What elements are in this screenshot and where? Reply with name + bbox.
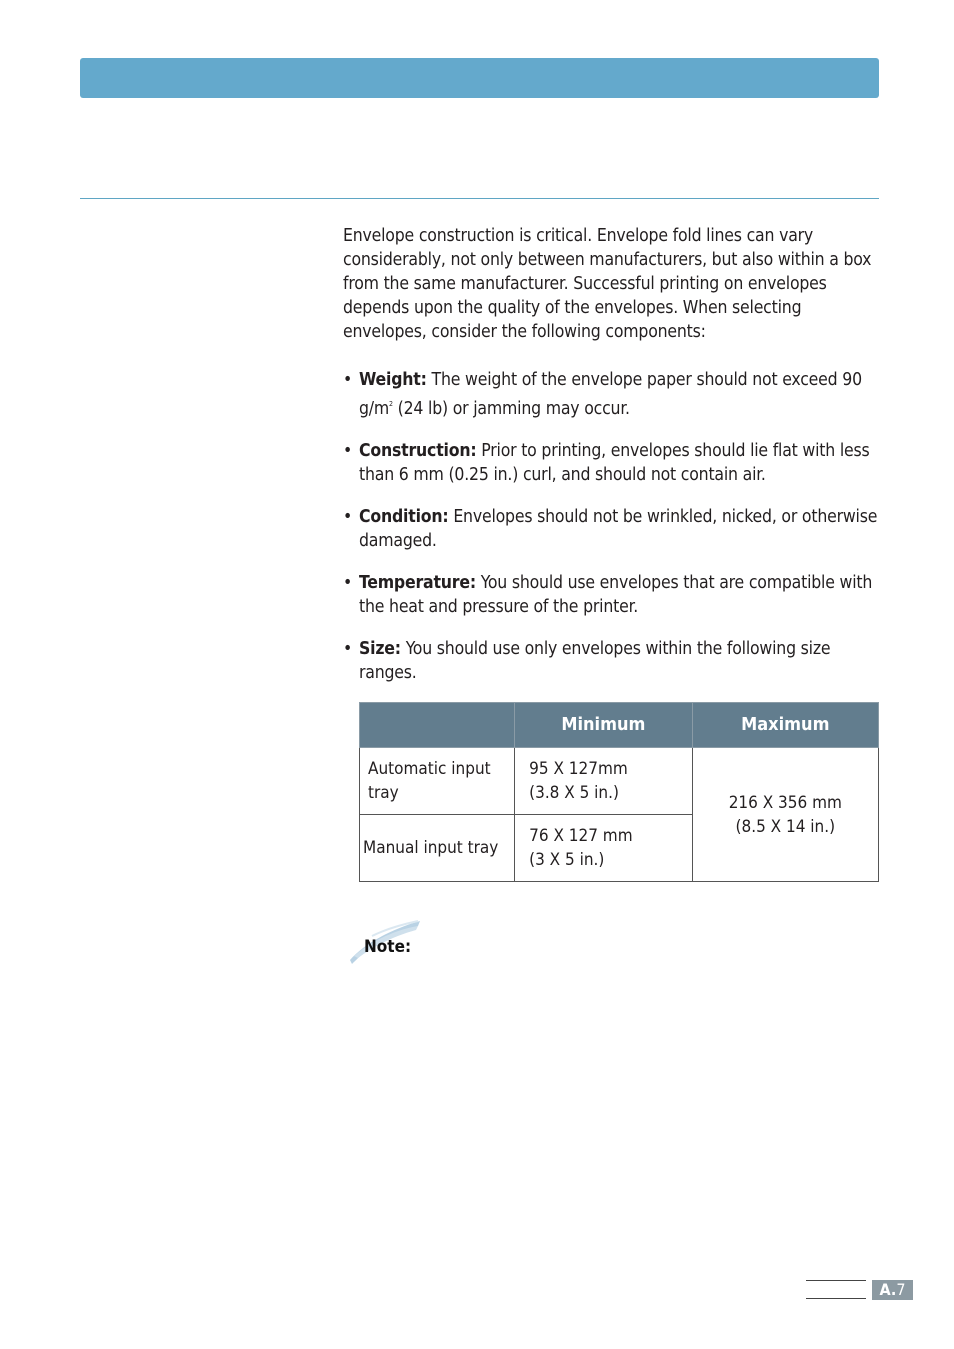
min-automatic (515, 748, 692, 815)
body-text (343, 224, 883, 703)
min-automatic-in: (3.8 X 5 in.) (529, 783, 619, 803)
list-item-condition (343, 505, 883, 553)
page-number-rule-top (806, 1280, 866, 1281)
term-construction: Construction: (359, 441, 477, 461)
header-bar (80, 58, 879, 98)
page-section: A. (879, 1280, 897, 1299)
text-weight-tail: (24 lb) or jamming may occur. (392, 399, 630, 419)
table-row (360, 748, 879, 815)
page-number (806, 1280, 914, 1300)
text-construction: Prior to printing, envelopes should lie flat with less than 6 mm (0.25 in.) curl, and should not contain air. (359, 441, 870, 485)
page-number-badge (872, 1280, 913, 1300)
table-header-empty (360, 703, 515, 748)
term-size: Size: (359, 639, 401, 659)
min-automatic-mm: 95 X 127mm (529, 759, 628, 779)
max-size-mm: 216 X 356 mm (728, 792, 842, 813)
text-size: You should use only envelopes within the following size ranges. (359, 639, 831, 683)
intro-paragraph: Envelope construction is critical. Envelope fold lines can vary considerably, not only between manufacturers, but also within a box from the same manufacturer. Successful printing on envelopes depends upon the quality of the envelopes. When selecting envelopes, consider the following components: (343, 226, 872, 342)
table-header-row (360, 703, 879, 748)
row-label-automatic: Automatic input tray (360, 748, 515, 815)
page-index: 7 (896, 1280, 906, 1299)
bullet-icon: • (343, 639, 353, 659)
row-label-manual: Manual input tray (360, 815, 515, 882)
table-header-maximum: Maximum (692, 703, 878, 748)
note-callout (348, 918, 428, 966)
max-size-in: (8.5 X 14 in.) (735, 816, 836, 837)
list-item-size (343, 637, 883, 685)
section-divider (80, 198, 879, 199)
term-temperature: Temperature: (359, 573, 476, 593)
list-item-temperature (343, 571, 883, 619)
text-temperature: You should use envelopes that are compatible with the heat and pressure of the printer. (359, 573, 873, 617)
note-label: Note: (364, 937, 412, 957)
list-item-construction (343, 439, 883, 487)
text-condition: Envelopes should not be wrinkled, nicked, or otherwise damaged. (359, 507, 878, 551)
bullet-icon: • (343, 370, 353, 390)
superscript: 2 (389, 400, 393, 408)
max-size-cell (692, 748, 878, 882)
min-manual-mm: 76 X 127 mm (529, 826, 633, 846)
envelope-size-table (359, 702, 879, 882)
min-manual-in: (3 X 5 in.) (529, 850, 605, 870)
bullet-icon: • (343, 573, 353, 593)
list-item-weight (343, 368, 883, 421)
table-header-minimum: Minimum (515, 703, 692, 748)
page-number-rule-bottom (806, 1298, 866, 1299)
text-weight: The weight of the envelope paper should not exceed 90 g/m (359, 370, 862, 419)
min-manual (515, 815, 692, 882)
term-condition: Condition: (359, 507, 449, 527)
term-weight: Weight: (359, 370, 427, 390)
component-list (343, 368, 883, 685)
bullet-icon: • (343, 507, 353, 527)
bullet-icon: • (343, 441, 353, 461)
